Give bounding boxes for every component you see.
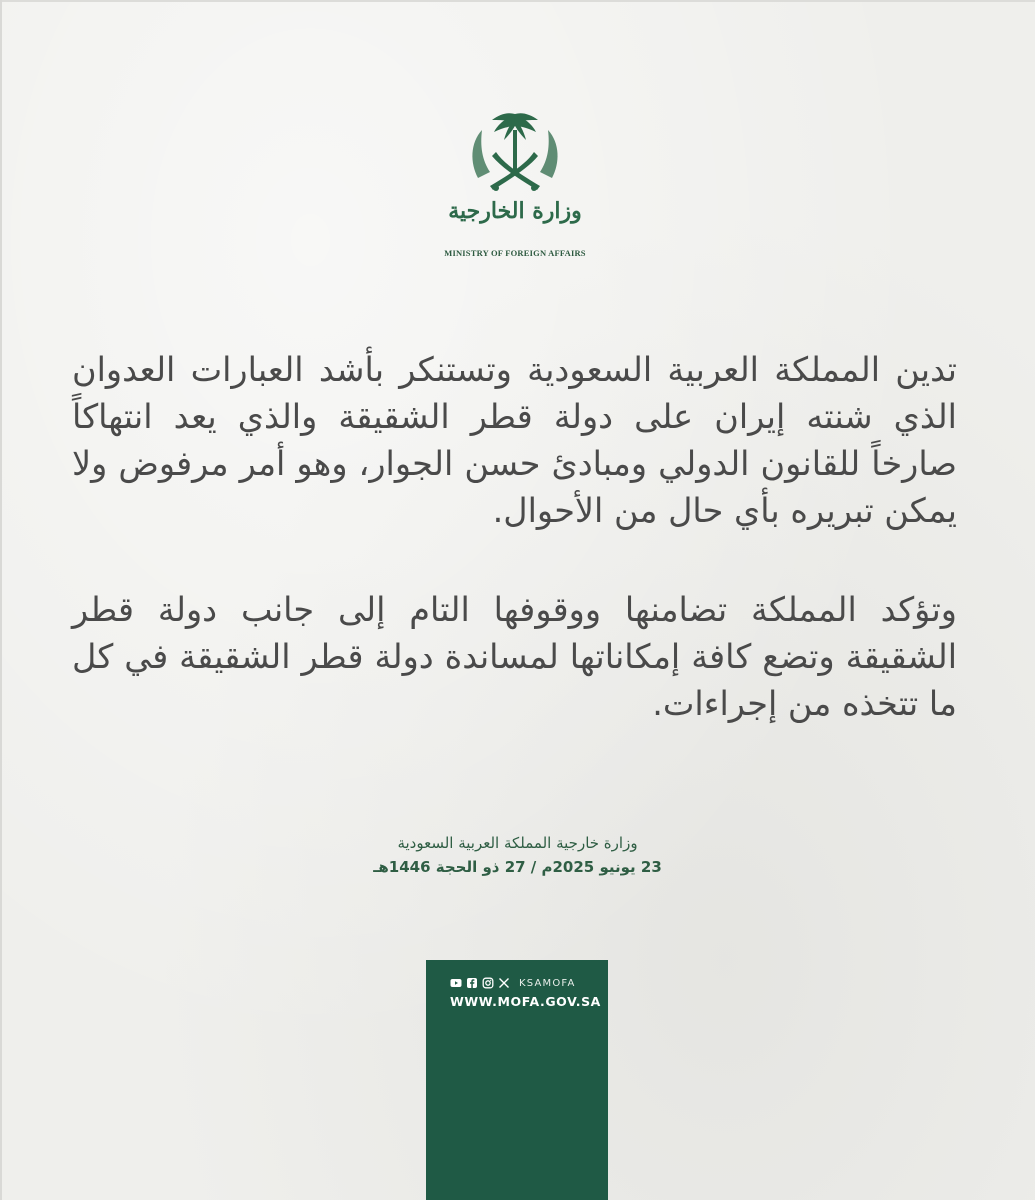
facebook-icon[interactable]: [466, 977, 478, 989]
logo-english-name: MINISTRY OF FOREIGN AFFAIRS: [444, 248, 586, 258]
signature-block: [300, 832, 735, 880]
signature-organization: وزارة خارجية المملكة العربية السعودية: [397, 834, 638, 852]
youtube-icon[interactable]: [450, 977, 462, 989]
social-media-row: [450, 976, 576, 990]
social-handle[interactable]: KSAMOFA: [519, 977, 576, 989]
statement-paragraph-1: تدين المملكة العربية السعودية وتستنكر بأشد العبارات العدوان الذي شنته إيران على دولة قطر الشقيقة والذي يعد انتهاكاً صارخاً للقانون الدولي ومبادئ حسن الجوار، وهو أمر مرفوض ولا يمكن تبريره بأي حال من الأحوال.: [72, 350, 957, 530]
page-top-border: [0, 0, 1035, 2]
statement-paragraph-2: وتؤكد المملكة تضامنها ووقوفها التام إلى جانب دولة قطر الشقيقة وتضع كافة إمكاناتها لمساندة دولة قطر الشقيقة في كل ما تتخذه من إجراءات.: [72, 590, 957, 723]
website-link[interactable]: WWW.MOFA.GOV.SA: [450, 994, 601, 1009]
instagram-icon[interactable]: [482, 977, 494, 989]
footer-contact-block: [426, 960, 608, 1200]
x-icon[interactable]: [498, 977, 510, 989]
signature-date: 23 يونيو 2025م / 27 ذو الحجة 1446هـ: [373, 858, 662, 876]
ministry-logo: [440, 108, 590, 258]
palm-and-crossed-swords-icon: [440, 108, 590, 198]
logo-arabic-name: وزارة الخارجية: [448, 198, 582, 224]
page-left-border: [0, 0, 2, 1200]
